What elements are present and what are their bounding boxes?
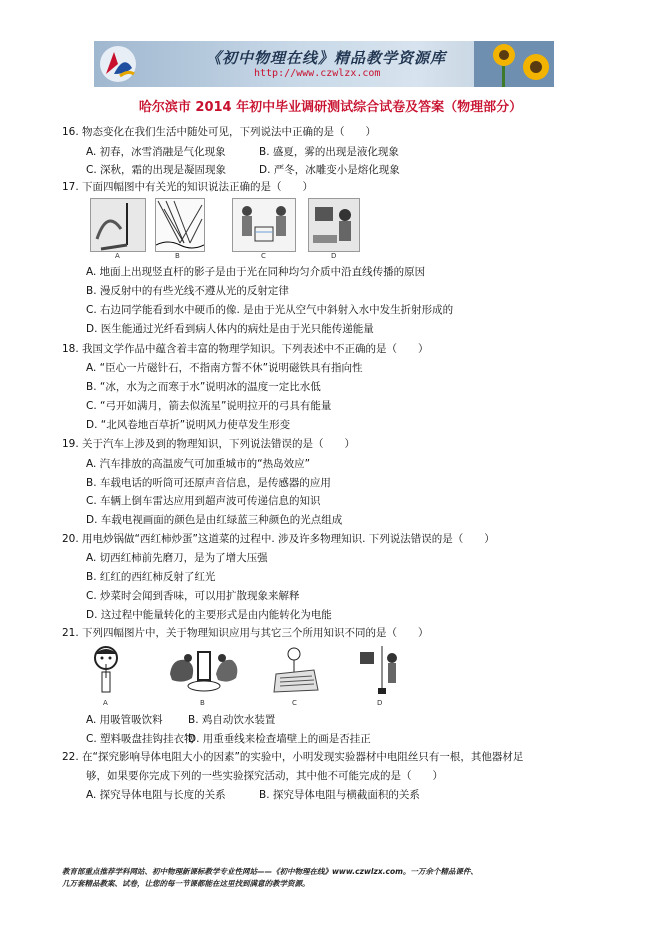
question-22-option-b: B. 探究导体电阻与横截面积的关系 (259, 789, 420, 801)
question-21-option-a: A. 用吸管吸饮料 (86, 714, 163, 726)
q17-figure-label-b: B (175, 252, 180, 260)
q17-figure-label-c: C (261, 252, 266, 260)
q21-figure-b-chicken-waterer (166, 644, 240, 696)
header-banner (94, 41, 554, 87)
question-17-option-b: B. 漫反射中的有些光线不遵从光的反射定律 (86, 285, 289, 297)
question-20-option-b: B. 红红的西红柿反射了红光 (86, 571, 216, 583)
question-17-option-c: C. 右边同学能看到水中硬币的像. 是由于光从空气中斜射入水中发生折射形成的 (86, 304, 454, 316)
question-20-stem: 20. 用电炒锅做“西红柿炒蛋”这道菜的过程中. 涉及许多物理知识. 下列说法错误的是（ ） (62, 533, 495, 545)
question-19-stem: 19. 关于汽车上涉及到的物理知识，下列说法错误的是（ ） (62, 438, 356, 450)
q21-figure-c-suction-hook (272, 644, 320, 696)
question-18-option-a: A. “臣心一片磁针石，不指南方誓不休”说明磁铁具有指向性 (86, 362, 363, 374)
question-20-option-a: A. 切西红柿前先磨刀，是为了增大压强 (86, 552, 268, 564)
question-16-option-c: C. 深秋，霜的出现是凝固现象 (86, 164, 227, 176)
question-21-option-d: D. 用重垂线来检查墙壁上的画是否挂正 (188, 733, 371, 745)
question-17-stem: 17. 下面四幅图中有关光的知识说法正确的是（ ） (62, 181, 314, 193)
q17-figure-d-fiber-endoscope (308, 198, 360, 252)
q17-figure-a-shadow (90, 198, 146, 252)
question-16-option-b: B. 盛夏，雾的出现是液化现象 (259, 146, 399, 158)
q21-figure-label-d: D (377, 699, 383, 707)
question-21-stem: 21. 下列四幅图片中，关于物理知识应用与其它三个所用知识不同的是（ ） (62, 627, 429, 639)
q17-figure-label-a: A (115, 252, 120, 260)
q21-figure-d-plumb-line (358, 644, 402, 696)
question-19-option-b: B. 车载电话的听筒可还原声音信息，是传感器的应用 (86, 477, 331, 489)
q21-figure-a-drinking-straw (88, 644, 124, 696)
banner-title: 《初中物理在线》精品教学资源库 (206, 49, 447, 67)
footer-line-1: 教育部重点推荐学科网站、初中物理新课标教学专业性网站——《初中物理在线》www.czwlzx.com。一万余个精品课件、 (62, 867, 478, 876)
question-19-option-d: D. 车载电视画面的颜色是由红绿蓝三种颜色的光点组成 (86, 514, 343, 526)
question-18-option-b: B. “冰，水为之而寒于水”说明冰的温度一定比水低 (86, 381, 321, 393)
question-16-option-d: D. 严冬，冰雕变小是熔化现象 (259, 164, 400, 176)
q21-figure-label-a: A (103, 699, 108, 707)
question-22-option-a: A. 探究导体电阻与长度的关系 (86, 789, 226, 801)
question-17-option-a: A. 地面上出现竖直杆的影子是由于光在同种均匀介质中沿直线传播的原因 (86, 266, 426, 278)
sunflower-image (474, 41, 554, 87)
question-21-option-b: B. 鸡自动饮水装置 (188, 714, 276, 726)
question-16-option-a: A. 初春，冰雪消融是气化现象 (86, 146, 226, 158)
question-16-stem: 16. 物态变化在我们生活中随处可见，下列说法中正确的是（ ） (62, 126, 377, 138)
question-18-stem: 18. 我国文学作品中蕴含着丰富的物理学知识。下列表述中不正确的是（ ） (62, 343, 429, 355)
question-22-stem: 22. 在“探究影响导体电阻大小的因素”的实验中，小明发现实验器材中电阻丝只有一根，其他器材足 (62, 751, 524, 763)
page-footer (62, 866, 622, 890)
document-title: 哈尔滨市 2014 年初中毕业调研测试综合试卷及答案（物理部分） (138, 100, 523, 115)
question-18-option-c: C. “弓开如满月，箭去似流星”说明拉开的弓具有能量 (86, 400, 332, 412)
question-20-option-d: D. 这过程中能量转化的主要形式是由内能转化为电能 (86, 609, 332, 621)
q21-figure-label-b: B (200, 699, 205, 707)
question-20-option-c: C. 炒菜时会闻到香味，可以用扩散现象来解释 (86, 590, 300, 602)
question-22-stem-continued: 够，如果要你完成下列的一些实验探究活动，其中他不可能完成的是（ ） (86, 770, 443, 782)
question-21-option-c: C. 塑料吸盘挂钩挂衣物 (86, 733, 195, 745)
q17-figure-label-d: D (331, 252, 337, 260)
q21-figure-label-c: C (292, 699, 297, 707)
banner-url: http://www.czwlzx.com (254, 68, 381, 79)
question-17-option-d: D. 医生能通过光纤看到病人体内的病灶是由于光只能传递能量 (86, 323, 374, 335)
question-18-option-d: D. “北风卷地百草折”说明风力使草发生形变 (86, 419, 291, 431)
site-logo-icon (98, 44, 138, 84)
q17-figure-b-diffuse-reflection (155, 198, 205, 252)
question-19-option-c: C. 车辆上倒车雷达应用到超声波可传递信息的知识 (86, 495, 321, 507)
question-19-option-a: A. 汽车排放的高温废气可加重城市的“热岛效应” (86, 458, 311, 470)
footer-line-2: 几万套精品教案、试卷，让您的每一节课都能在这里找到满意的教学资源。 (62, 879, 310, 888)
q17-figure-c-coin-in-water (232, 198, 296, 252)
